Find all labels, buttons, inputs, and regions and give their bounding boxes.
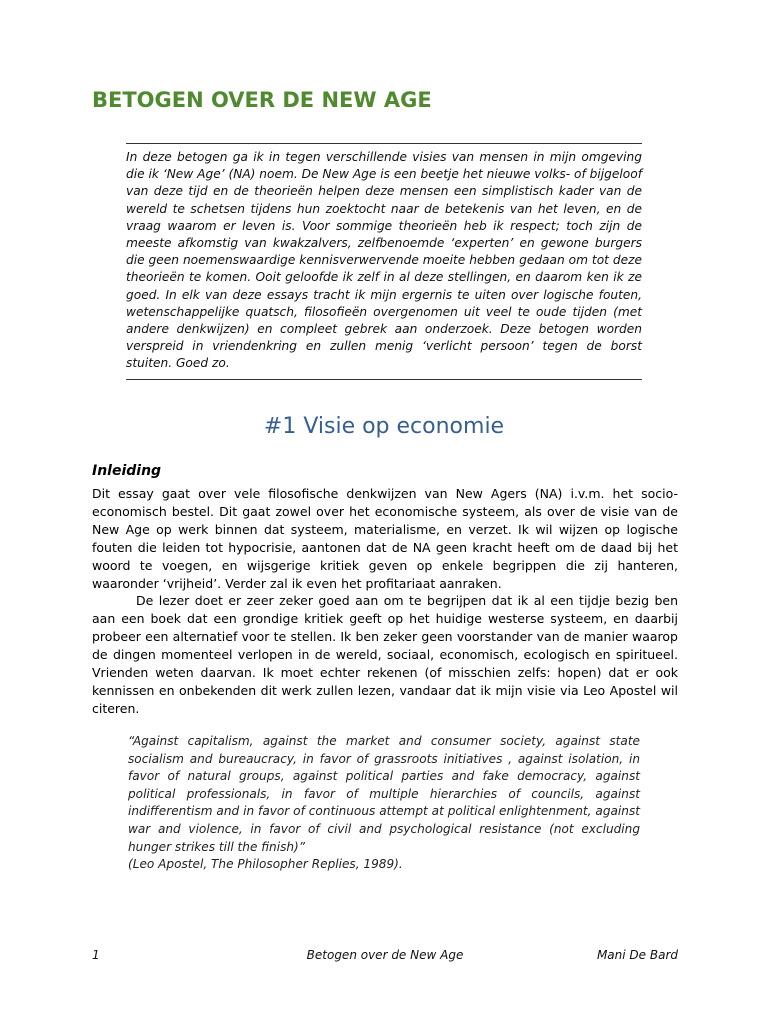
footer-page-number: 1 xyxy=(92,948,100,962)
block-quote xyxy=(128,733,640,874)
body-paragraph-2: De lezer doet er zeer zeker goed aan om te begrijpen dat ik al een tijdje bezig ben aan een boek dat een grondige kritiek geeft op het huidige westerse systeem, en daarbij probeer een alternatief voor te stellen. Ik ben zeker geen voorstander van de manier waarop de dingen momenteel verlopen in de wereld, sociaal, economisch, ecologisch en spiritueel. Vrienden weten daarvan. Ik moet echter rekenen (of misschien zelfs: hopen) dat er ook kennissen en onbekenden dit werk zullen lezen, vandaar dat ik mijn visie via Leo Apostel wil citeren. xyxy=(92,593,678,716)
intro-text: In deze betogen ga ik in tegen verschillende visies van mensen in mijn omgeving die ik ‘New Age’ (NA) noem. De New Age is een beetje het nieuwe volks- of bijgeloof van deze tijd en de theorieën helpen deze mensen een simplistisch kader van de wereld te schetsen tijdens hun zoektocht naar de betekenis van het leven, en de vraag waarom er leven is. Voor sommige theorieën heb ik respect; toch zijn de meeste afkomstig van kwakzalvers, zelfbenoemde ‘experten’ en gewone burgers die geen noemenswaardige kennisverwervende moeite hebben gedaan om tot deze theorieën te komen. Ooit geloofde ik zelf in al deze stellingen, en daarom ken ik ze goed. In elk van deze essays tracht ik mijn ergernis te uiten over logische fouten, wetenschappelijke quatsch, filosofieën overgenomen uit veel te oude tijden (met andere denkwijzen) en compleet gebrek aan onderzoek. Deze betogen worden verspreid in vriendenkring en zullen menig ‘verlicht persoon’ tegen de borst stuiten. Goed zo. xyxy=(126,150,642,371)
body-text xyxy=(92,485,678,718)
section-title: #1 Visie op economie xyxy=(263,414,505,439)
footer-author: Mani De Bard xyxy=(596,948,678,962)
quote-citation: (Leo Apostel, The Philosopher Replies, 1989). xyxy=(128,857,403,872)
document-title: BETOGEN OVER DE NEW AGE xyxy=(92,88,432,112)
quote-text: “Against capitalism, against the market and consumer society, against state socialism and bureaucracy, in favor of grassroots initiatives , against isolation, in favor of natural groups, against political parties and fake democracy, against political professionals, in favor of multiple hierarchies of councils, against indifferentism and in favor of continuous attempt at political enlightenment, against war and violence, in favor of civil and psychological resistance (not excluding hunger strikes till the finish)” xyxy=(128,734,640,854)
body-paragraph-1: Dit essay gaat over vele filosofische denkwijzen van New Agers (NA) i.v.m. het socio-economisch bestel. Dit gaat zowel over het economische systeem, als over de visie van de New Age op werk binnen dat systeem, materialisme, en verzet. Ik wil wijzen op logische fouten die leiden tot hypocrisie, aantonen dat de NA geen kracht heeft om de daad bij het woord te voegen, en wijsgerige kritiek geven op enkele begrippen die zij hanteren, waaronder ‘vrijheid’. Verder zal ik even het profitariaat aanraken. xyxy=(92,486,678,591)
intro-box xyxy=(126,143,642,380)
subheading: Inleiding xyxy=(92,463,162,479)
footer-title: Betogen over de New Age xyxy=(306,948,464,962)
